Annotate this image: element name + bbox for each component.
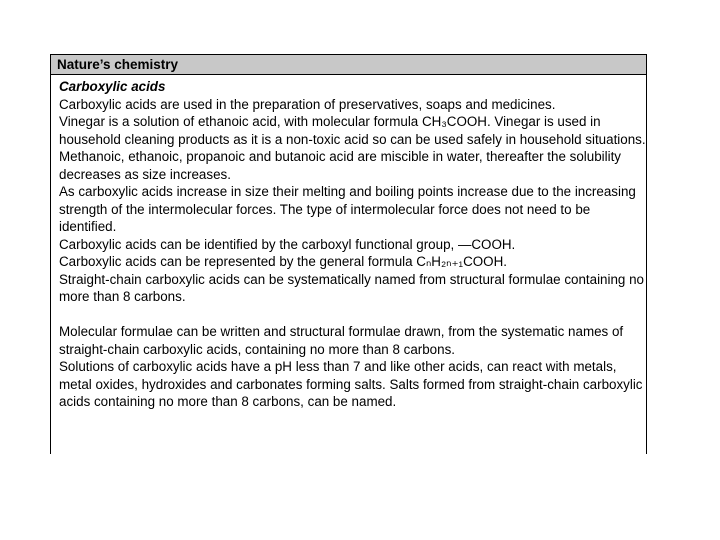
- paragraph-uses: Carboxylic acids are used in the preparation of preservatives, soaps and medicines.: [59, 96, 556, 112]
- paragraph-melting-boiling: As carboxylic acids increase in size their melting and boiling points increase due to the increasing strength of the intermolecular forces. The type of intermolecular force does not need to be identified.: [59, 184, 636, 234]
- paragraph-ph-reactions: Solutions of carboxylic acids have a pH less than 7 and like other acids, can react with metals, metal oxides, hydroxides and carbonates forming salts. Salts formed from straight-chain carboxylic acids containing no more than 8 carbons, can be named.: [59, 359, 643, 409]
- spacer: [59, 306, 646, 324]
- paragraph-general-formula: Carboxylic acids can be represented by the general formula CₙH₂ₙ₊₁COOH.: [59, 254, 507, 269]
- section-title: Nature’s chemistry: [51, 55, 646, 75]
- panel-body: [51, 75, 646, 411]
- paragraph-functional-group: Carboxylic acids can be identified by the carboxyl functional group, —COOH.: [59, 236, 516, 252]
- content-panel: [50, 54, 647, 454]
- paragraph-naming: Straight-chain carboxylic acids can be systematically named from structural formulae containing no more than 8 carbons.: [59, 271, 644, 304]
- subheading: Carboxylic acids: [59, 79, 166, 94]
- paragraph-solubility: Methanoic, ethanoic, propanoic and butanoic acid are miscible in water, thereafter the solubility decreases as size increases.: [59, 149, 621, 182]
- paragraph-molecular-formulae: Molecular formulae can be written and structural formulae drawn, from the systematic names of straight-chain carboxylic acids, containing no more than 8 carbons.: [59, 324, 624, 357]
- paragraph-vinegar: Vinegar is a solution of ethanoic acid, with molecular formula CH₃COOH. Vinegar is used in household cleaning products as it is a non-toxic acid so can be used safely in household situations.: [59, 114, 646, 147]
